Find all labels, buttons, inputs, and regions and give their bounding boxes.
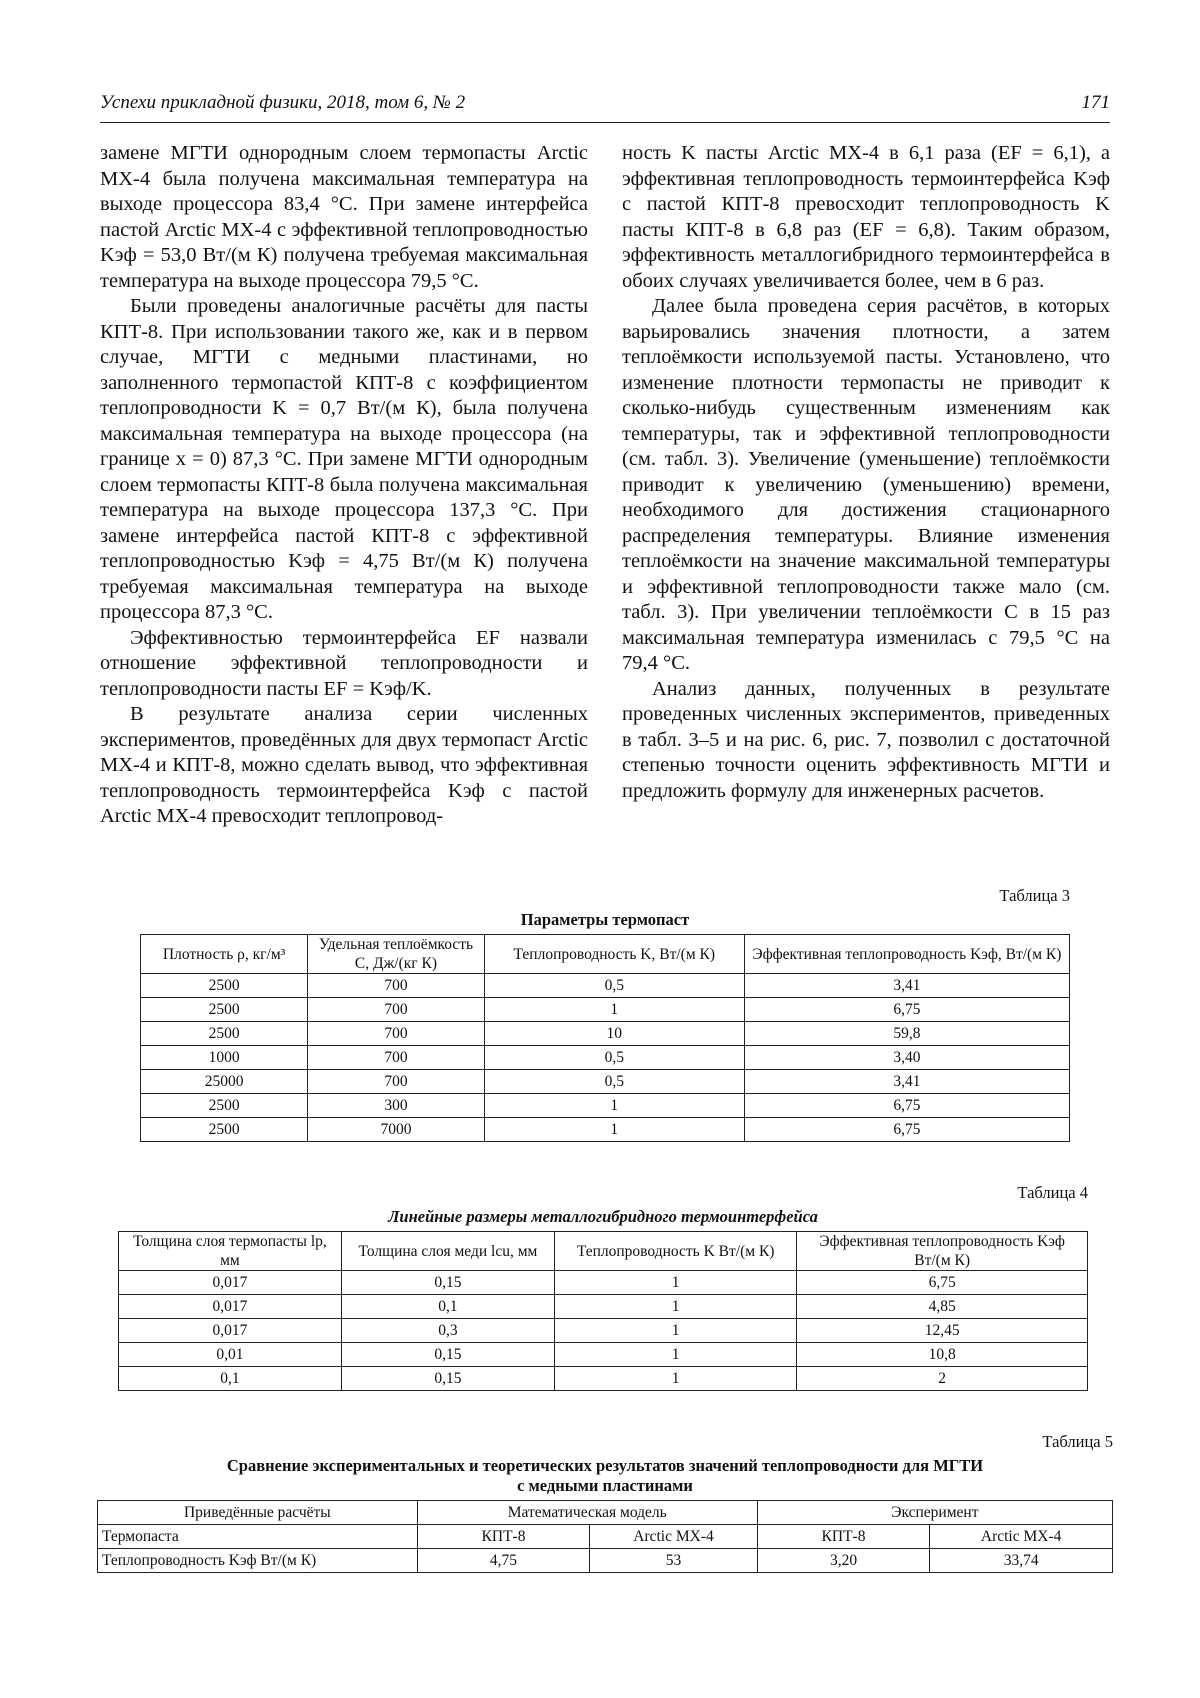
table-cell: 700 [308, 1046, 485, 1070]
table-row [141, 1022, 1070, 1046]
table-row [98, 1525, 1113, 1549]
page-number: 171 [1081, 92, 1110, 113]
table-cell: Теплопроводность Kэф Вт/(м К) [98, 1549, 418, 1573]
table-row [98, 1549, 1113, 1573]
journal-title: Успехи прикладной физики, 2018, том 6, № 2 [100, 92, 466, 113]
column-header: Толщина слоя меди lcu, мм [341, 1232, 554, 1271]
table-title-line: с медными пластинами [517, 1476, 693, 1495]
table-cell: 2 [797, 1367, 1088, 1391]
table-cell: 700 [308, 998, 485, 1022]
table-cell: 3,41 [744, 974, 1069, 998]
table-cell: 1000 [141, 1046, 308, 1070]
table-title [97, 1456, 1113, 1496]
table-cell: 0,1 [119, 1367, 342, 1391]
paragraph: Анализ данных, полученных в результате проведенных численных экспериментов, приведенных в табл. 3–5 и на рис. 6, рис. 7, позволил с достаточной степенью точности оценить эффективность МГТИ и предложить формулу для инженерных расчетов. [622, 677, 1110, 802]
table-cell: 0,15 [341, 1271, 554, 1295]
column-header: Эксперимент [757, 1501, 1112, 1525]
table-label: Таблица 4 [1017, 1183, 1088, 1202]
table-cell: 2500 [141, 1094, 308, 1118]
column-header: Приведённые расчёты [98, 1501, 418, 1525]
table-cell: 300 [308, 1094, 485, 1118]
table-label: Таблица 3 [999, 886, 1070, 905]
table-cell: 12,45 [797, 1319, 1088, 1343]
table-cell: 6,75 [744, 1118, 1069, 1142]
table-cell: 2500 [141, 1118, 308, 1142]
left-column [100, 141, 588, 830]
table-cell: 3,20 [757, 1549, 930, 1573]
table-cell: 6,75 [744, 998, 1069, 1022]
column-header: Теплопроводность K, Вт/(м К) [484, 935, 744, 974]
table-cell: 6,75 [744, 1094, 1069, 1118]
table-header-row [119, 1232, 1088, 1271]
table-cell: 1 [555, 1295, 797, 1319]
table-cell: 10,8 [797, 1343, 1088, 1367]
table-header-row [98, 1501, 1113, 1525]
table-cell: 700 [308, 1070, 485, 1094]
paragraph: Были проведены аналогичные расчёты для пасты КПТ-8. При использовании такого же, как и в первом случае, МГТИ с медными пластинами, но заполненного термопастой КПТ-8 с коэффициентом теплопроводности K = 0,7 Вт/(м К), была получена максимальная температура на выходе процессора (на границе x = 0) 87,3 °С. При замене МГТИ однородным слоем термопасты КПТ-8 была получена максимальная температура на выходе процессора 137,3 °С. При замене интерфейса пастой КПТ-8 с эффективной теплопроводностью Kэф = 4,75 Вт/(м К) получена требуемая максимальная температура на выходе процессора 87,3 °С. [100, 295, 588, 623]
table-5-grid [97, 1500, 1113, 1573]
table-row [119, 1271, 1088, 1295]
table-cell: 700 [308, 1022, 485, 1046]
table-cell: Arctic MX-4 [590, 1525, 757, 1549]
table-cell: 4,85 [797, 1295, 1088, 1319]
table-3 [140, 886, 1070, 1142]
table-cell: 1 [484, 998, 744, 1022]
table-5 [97, 1432, 1113, 1573]
table-cell: 53 [590, 1549, 757, 1573]
table-title: Линейные размеры металлогибридного термоинтерфейса [388, 1207, 818, 1226]
table-label: Таблица 5 [1042, 1432, 1113, 1451]
table-row [141, 998, 1070, 1022]
table-cell: 0,5 [484, 1046, 744, 1070]
table-cell: 0,017 [119, 1295, 342, 1319]
table-cell: КПТ-8 [417, 1525, 590, 1549]
column-header: Удельная теплоёмкость C, Дж/(кг К) [308, 935, 485, 974]
table-cell: 0,017 [119, 1271, 342, 1295]
table-cell: 0,1 [341, 1295, 554, 1319]
table-cell: 3,40 [744, 1046, 1069, 1070]
paragraph: В результате анализа серии численных экспериментов, проведённых для двух термопаст Arctic MX-4 и КПТ-8, можно сделать вывод, что эффективная теплопроводность термоинтерфейса Kэф с пастой Arctic MX-4 превосходит теплопровод- [100, 703, 588, 827]
table-cell: 1 [484, 1094, 744, 1118]
column-header: Эффективная теплопроводность Kэф Вт/(м К) [797, 1232, 1088, 1271]
table-row [141, 1118, 1070, 1142]
table-row [141, 1070, 1070, 1094]
table-header-row [141, 935, 1070, 974]
table-cell: 1 [555, 1367, 797, 1391]
table-row [119, 1367, 1088, 1391]
table-cell: 0,01 [119, 1343, 342, 1367]
table-title-line: Сравнение экспериментальных и теоретических результатов значений теплопроводности для МГТИ [226, 1456, 984, 1475]
table-cell: 7000 [308, 1118, 485, 1142]
table-row [141, 1046, 1070, 1070]
table-cell: 1 [555, 1319, 797, 1343]
table-cell: 6,75 [797, 1271, 1088, 1295]
column-header: Толщина слоя термопасты lp, мм [119, 1232, 342, 1271]
table-title: Параметры термопаст [520, 910, 690, 929]
table-cell: 2500 [141, 974, 308, 998]
right-column [622, 141, 1110, 804]
column-header: Эффективная теплопроводность Kэф, Вт/(м К) [744, 935, 1069, 974]
table-cell: 33,74 [930, 1549, 1113, 1573]
table-cell: Arctic MX-4 [930, 1525, 1113, 1549]
table-cell: 59,8 [744, 1022, 1069, 1046]
paragraph: ность K пасты Arctic MX-4 в 6,1 раза (EF = 6,1), а эффективная теплопроводность термоинтерфейса Kэф с пастой КПТ-8 превосходит теплопроводность K пасты КПТ-8 в 6,8 раз (EF = 6,8). Таким образом, эффективность металлогибридного термоинтерфейса в обоих случаях увеличивается более, чем в 6 раз. [622, 142, 1110, 292]
table-cell: 0,5 [484, 1070, 744, 1094]
column-header: Теплопроводность K Вт/(м К) [555, 1232, 797, 1271]
table-row [119, 1343, 1088, 1367]
running-header [100, 92, 1110, 123]
table-cell: КПТ-8 [757, 1525, 930, 1549]
table-cell: 0,15 [341, 1343, 554, 1367]
table-cell: 2500 [141, 998, 308, 1022]
table-cell: 700 [308, 974, 485, 998]
table-cell: 3,41 [744, 1070, 1069, 1094]
table-cell: 0,15 [341, 1367, 554, 1391]
column-header: Плотность ρ, кг/м³ [141, 935, 308, 974]
paragraph: Эффективностью термоинтерфейса EF назвали отношение эффективной теплопроводности и теплопроводности пасты EF = Kэф/K. [100, 626, 588, 700]
table-row [141, 974, 1070, 998]
column-header: Математическая модель [417, 1501, 757, 1525]
table-cell: 0,5 [484, 974, 744, 998]
table-cell: 1 [484, 1118, 744, 1142]
table-3-grid [140, 934, 1070, 1142]
table-cell: 2500 [141, 1022, 308, 1046]
table-cell: 10 [484, 1022, 744, 1046]
table-row [119, 1295, 1088, 1319]
table-4 [118, 1183, 1088, 1391]
table-cell: 1 [555, 1271, 797, 1295]
table-cell: 4,75 [417, 1549, 590, 1573]
table-cell: 1 [555, 1343, 797, 1367]
table-cell: 0,3 [341, 1319, 554, 1343]
table-row [119, 1319, 1088, 1343]
paragraph: Далее была проведена серия расчётов, в которых варьировались значения плотности, а затем теплоёмкости используемой пасты. Установлено, что изменение плотности термопасты не приводит к сколько-нибудь существенным изменениям как температуры, так и эффективной теплопроводности (см. табл. 3). Увеличение (уменьшение) теплоёмкости приводит к увеличению (уменьшению) времени, необходимого для достижения стационарного распределения температуры. Влияние изменения теплоёмкости на значение максимальной температуры и эффективной теплопроводности также мало (см. табл. 3). При увеличении теплоёмкости C в 15 раз максимальная температура изменилась с 79,5 °С на 79,4 °С. [622, 295, 1110, 674]
table-cell: 0,017 [119, 1319, 342, 1343]
table-cell: 25000 [141, 1070, 308, 1094]
table-4-grid [118, 1231, 1088, 1391]
table-cell: Термопаста [98, 1525, 418, 1549]
paragraph: замене МГТИ однородным слоем термопасты Arctic MX-4 была получена максимальная температура на выходе процессора 83,4 °С. При замене интерфейса пастой Arctic MX-4 с эффективной теплопроводностью Kэф = 53,0 Вт/(м К) получена требуемая максимальная температура на выходе процессора 79,5 °С. [100, 142, 588, 292]
table-row [141, 1094, 1070, 1118]
